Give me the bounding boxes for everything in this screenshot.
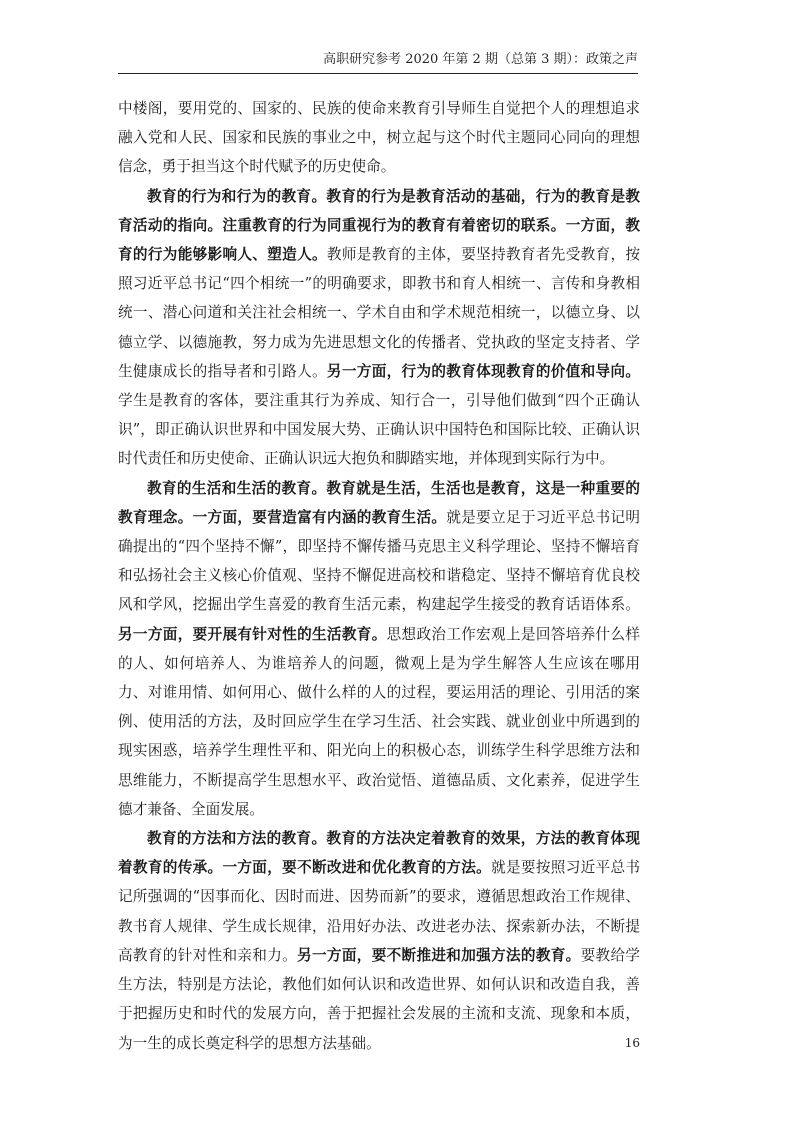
running-header: 高职研究参考 2020 年第 2 期（总第 3 期）：政策之声: [118, 52, 638, 74]
text-run: 思想政治工作宏观上是回答培养什么样的人、如何培养人、为谁培养人的问题，微观上是为学生解答人生应该在哪用力、对谁用情、如何用心、做什么样的人的过程，要运用活的理论、引用活的案例、使用活的方法，及时回应学生在学习生活、社会实践、就业创业中所遇到的现实困惑，培养学生理性平和、阳光向上的积极心态，训练学生科学思维方法和思维能力，不断提高学生思想水平、政治觉悟、道德品质、文化素养，促进学生德才兼备、全面发展。: [118, 625, 640, 818]
paragraph-education-life: [118, 474, 640, 824]
bold-lead: 另一方面，要不断推进和加强方法的教育。: [297, 946, 581, 964]
paragraph-continuation: [118, 94, 640, 182]
bold-lead: 另一方面，要开展有针对性的生活教育。: [118, 625, 387, 643]
paragraph-education-behavior: [118, 182, 640, 474]
text-run: 教师是教育的主体，要坚持教育者先受教育，按照习近平总书记“四个相统一”的明确要求，即教书和育人相统一、言传和身教相统一、潜心问道和关注社会相统一、学术自由和学术规范相统一，以德立身、以德立学、以德施教，努力成为先进思想文化的传播者、党执政的坚定支持者、学生健康成长的指导者和引路人。: [118, 246, 640, 380]
text-run: 中楼阁，要用党的、国家的、民族的使命来教育引导师生自觉把个人的理想追求融入党和人民、国家和民族的事业之中，树立起与这个时代主题同心同向的理想信念，勇于担当这个时代赋予的历史使命。: [118, 100, 640, 176]
text-run: 学生是教育的客体，要注重其行为养成、知行合一，引导他们做到“四个正确认识”，即正确认识世界和中国发展大势、正确认识中国特色和国际比较、正确认识时代责任和历史使命、正确认识远大抱负和脚踏实地，并体现到实际行为中。: [118, 392, 640, 468]
paragraph-education-method: [118, 824, 640, 1058]
page-number: 16: [624, 1036, 640, 1050]
bold-lead: 另一方面，行为的教育体现教育的价值和导向。: [326, 362, 640, 380]
text-run: 就是要按照习近平总书记所强调的“因事而化、因时而进、因势而新”的要求，遵循思想政治工作规律、教书育人规律、学生成长规律，沿用好办法、改进老办法、探索新办法，不断提高教育的针对性和亲和力。: [118, 859, 640, 964]
bold-lead: 教育的方法和方法的教育。教育的方法决定着教育的效果，方法的教育体现着教育的传承。一方面，要不断改进和优化教育的方法。: [118, 830, 640, 877]
bold-lead: 教育的生活和生活的教育。教育就是生活，生活也是教育，这是一种重要的教育理念。一方面，要营造富有内涵的教育生活。: [118, 479, 640, 526]
text-run: 要教给学生方法，特别是方法论，教他们如何认识和改造世界、如何认识和改造自我，善于把握历史和时代的发展方向，善于把握社会发展的主流和支流、现象和本质，为一生的成长奠定科学的思想方法基础。: [118, 946, 640, 1052]
text-run: 就是要立足于习近平总书记明确提出的“四个坚持不懈”，即坚持不懈传播马克思主义科学理论、坚持不懈培育和弘扬社会主义核心价值观、坚持不懈促进高校和谐稳定、坚持不懈培育优良校风和学风，挖掘出学生喜爱的教育生活元素，构建起学生接受的教育话语体系。: [118, 508, 640, 614]
document-body: [118, 94, 640, 1058]
bold-lead: 教育的行为和行为的教育。教育的行为是教育活动的基础，行为的教育是教育活动的指向。注重教育的行为同重视行为的教育有着密切的联系。一方面，教育的行为能够影响人、塑造人。: [118, 187, 640, 264]
